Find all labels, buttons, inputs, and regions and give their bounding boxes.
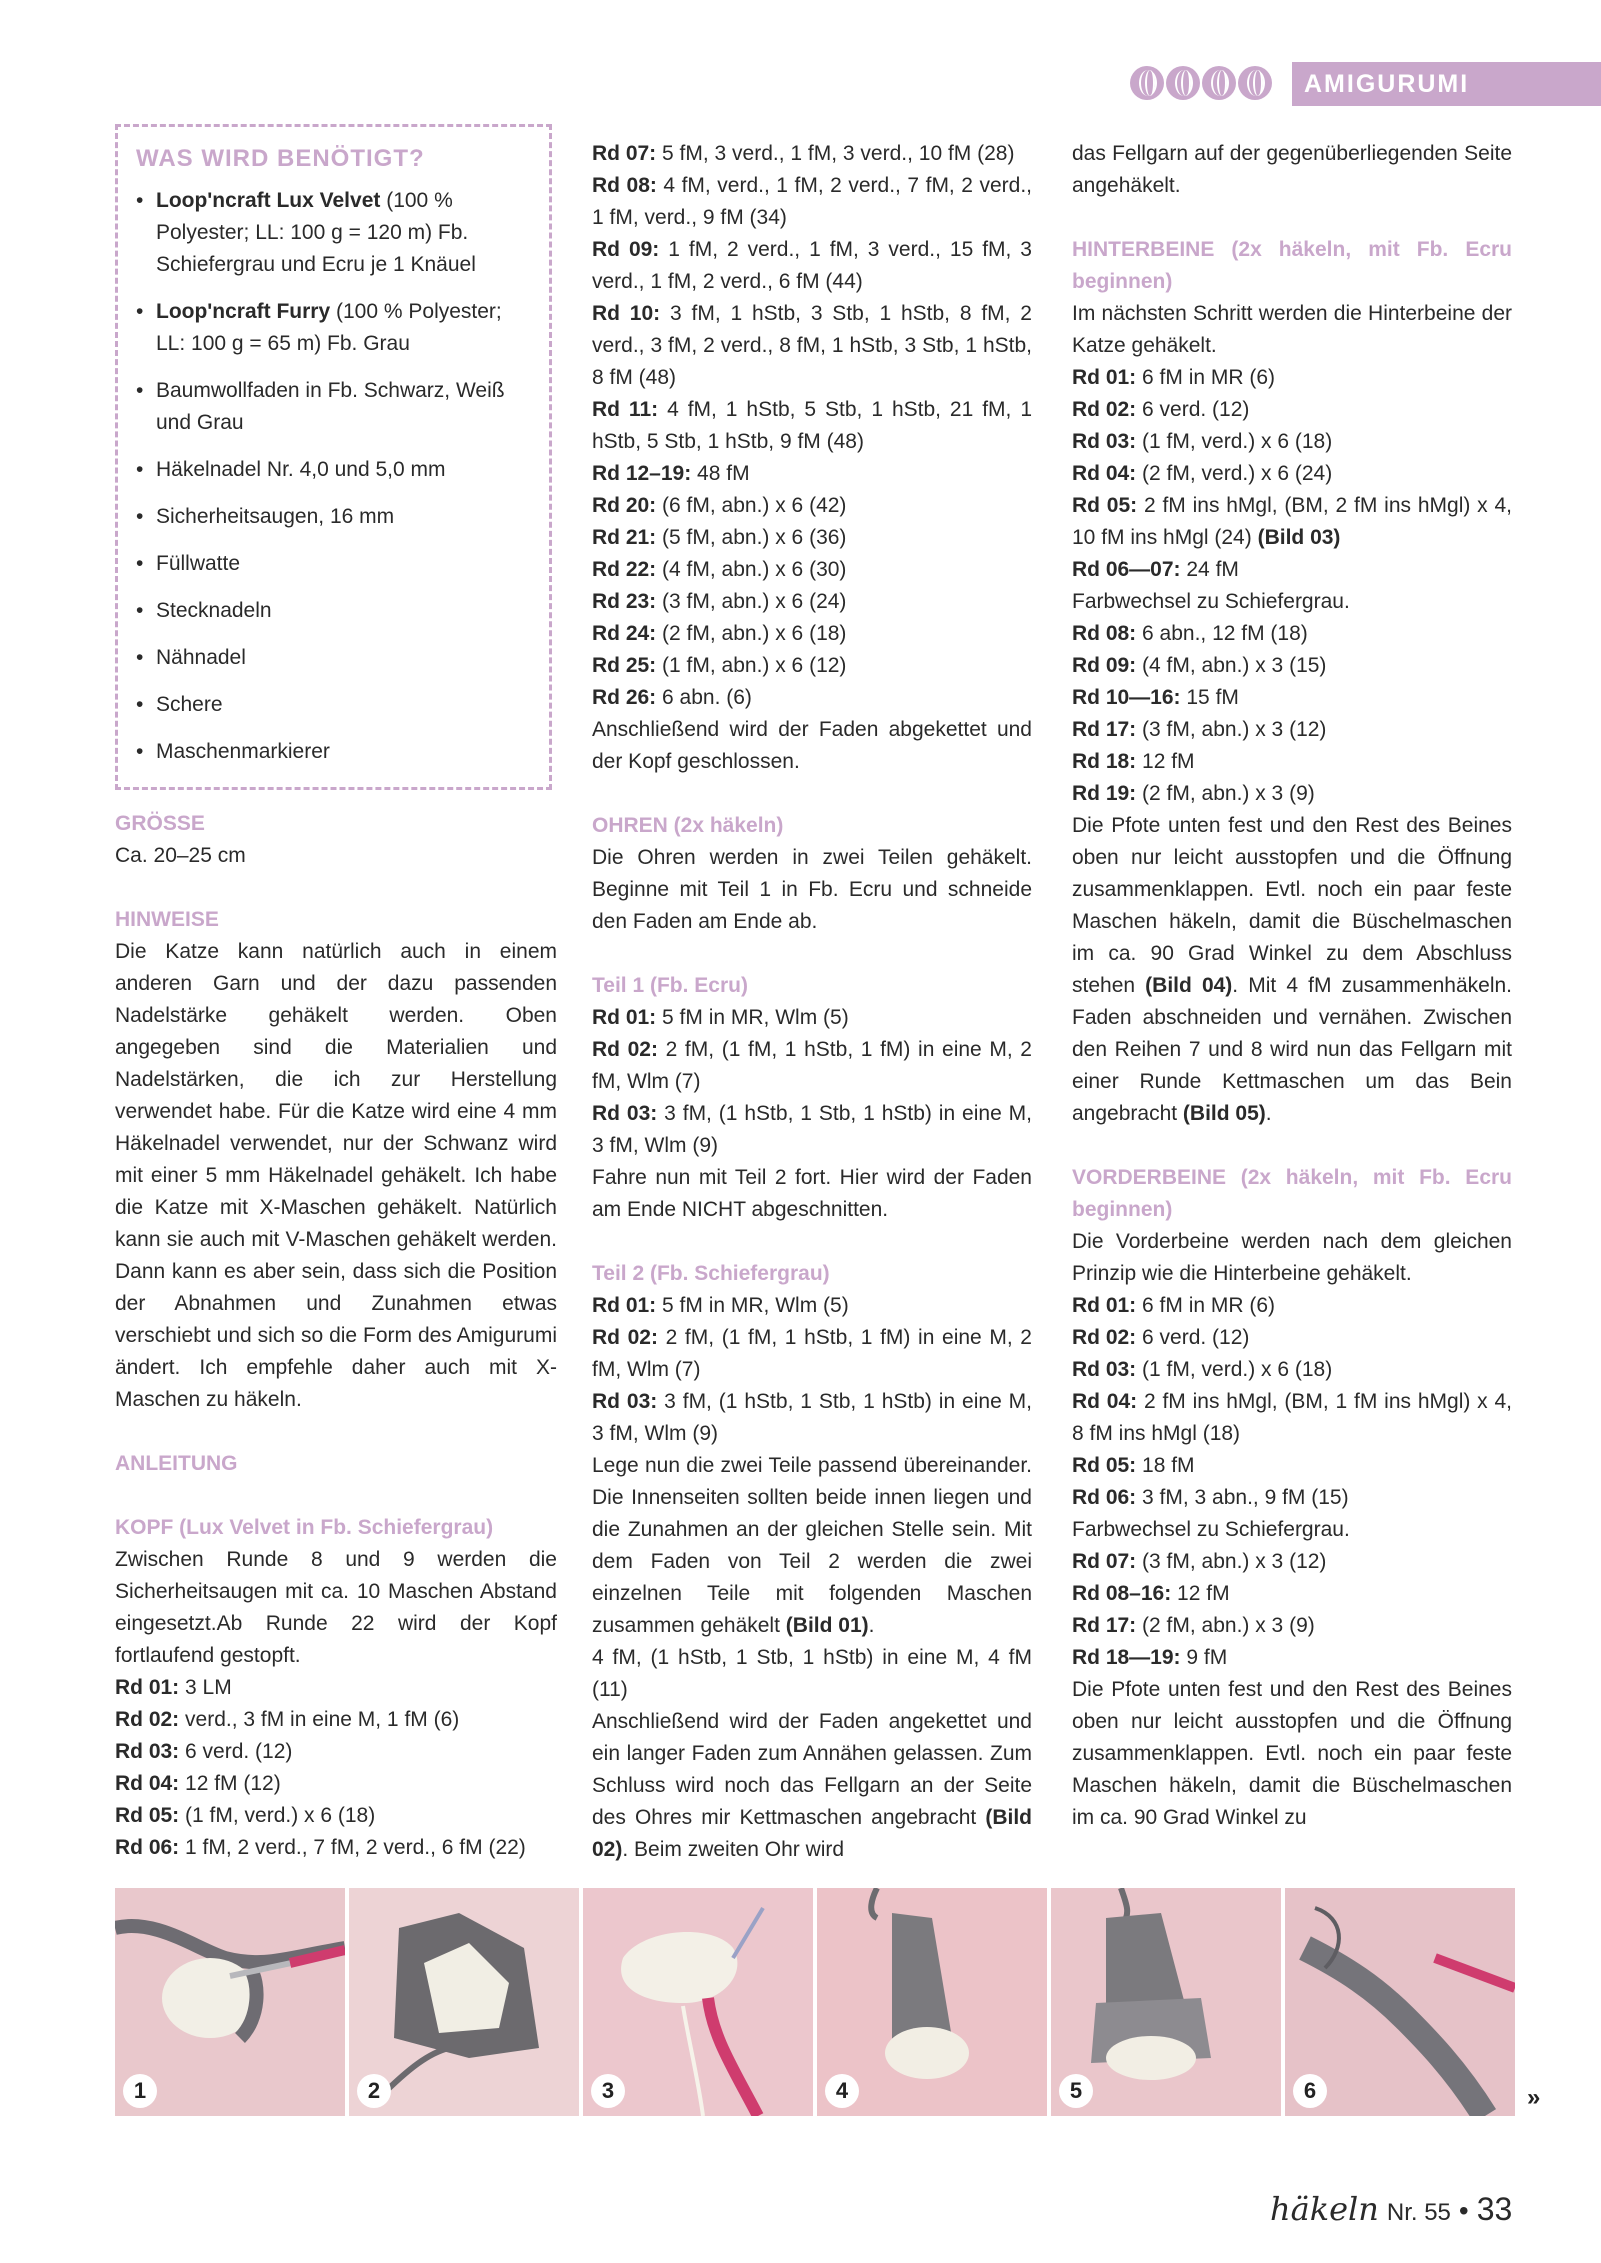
groesse-heading: GRÖSSE [115,812,205,835]
row-instruction: Rd 24: (2 fM, abn.) x 6 (18) [592,622,847,645]
yarn-ball-icon [1238,66,1272,100]
materials-title: WAS WIRD BENÖTIGT? [136,145,425,172]
row-instruction: Rd 03: 3 fM, (1 hStb, 1 Stb, 1 hStb) in eine M, 3 fM, Wlm (9) [592,1102,1032,1157]
vorderbeine-heading: VORDERBEINE (2x häkeln, mit Fb. Ecru beginnen) [1072,1166,1512,1221]
yarn-ball-icon [1166,66,1200,100]
kopf-heading: KOPF (Lux Velvet in Fb. Schiefergrau) [115,1516,494,1539]
row-instruction: Rd 17: (2 fM, abn.) x 3 (9) [1072,1614,1315,1637]
step-photo-1 [115,1888,345,2116]
row-instruction: Rd 18—19: 9 fM [1072,1646,1228,1669]
row-instruction: Rd 01: 6 fM in MR (6) [1072,366,1276,389]
continue-arrow: » [1527,2084,1541,2111]
row-instruction: Rd 17: (3 fM, abn.) x 3 (12) [1072,718,1327,741]
pfote-text-end: Die Pfote unten fest und den Rest des Beines oben nur leicht ausstopfen und die Öffnung zusammenklappen. Evtl. noch ein paar feste Maschen häkeln, damit die Büschelmaschen im ca. 90 Grad Winkel zu [1072,1678,1512,1829]
row-instruction: Rd 06: 1 fM, 2 verd., 7 fM, 2 verd., 6 fM (22) [115,1836,526,1859]
row-instruction: Rd 03: 6 verd. (12) [115,1740,293,1763]
row-instruction: Rd 22: (4 fM, abn.) x 6 (30) [592,558,847,581]
vorderbeine-text: Die Vorderbeine werden nach dem gleichen Prinzip wie die Hinterbeine gehäkelt. [1072,1230,1512,1285]
row-instruction: Rd 07: (3 fM, abn.) x 3 (12) [1072,1550,1327,1573]
row-instruction: Rd 02: 6 verd. (12) [1072,1326,1250,1349]
list-item: • Schere [136,689,533,721]
row-instruction: Rd 11: 4 fM, 1 hStb, 5 Stb, 1 hStb, 21 fM, 1 hStb, 5 Stb, 1 hStb, 9 fM (48) [592,398,1032,453]
row-instruction: Rd 10—16: 15 fM [1072,686,1239,709]
row-instruction: Rd 09: (4 fM, abn.) x 3 (15) [1072,654,1327,677]
row-instruction: Rd 02: verd., 3 fM in eine M, 1 fM (6) [115,1708,460,1731]
step-photo-4 [817,1888,1047,2116]
list-item: • Füllwatte [136,548,533,580]
row-instruction: Rd 18: 12 fM [1072,750,1195,773]
row-instruction: Rd 04: 12 fM (12) [115,1772,281,1795]
kopf-closing: Anschließend wird der Faden abgekettet und der Kopf geschlossen. [592,718,1032,773]
photo-number: 2 [357,2074,391,2108]
list-item: • Loop'ncraft Lux Velvet (100 % Polyester; LL: 100 g = 120 m) Fb. Schiefergrau und Ecru je 1 Knäuel [136,185,533,281]
row-instruction: Rd 01: 3 LM [115,1676,232,1699]
yarn-ball-icon [1202,66,1236,100]
section-header [1130,62,1601,106]
row-instruction: Rd 06: 3 fM, 3 abn., 9 fM (15) [1072,1486,1349,1509]
teil2-end: Anschließend wird der Faden angekettet und ein langer Faden zum Annähen gelassen. Zum Schluss wird noch das Fellgarn an der Seite des Ohres mir Kettmaschen angebracht (Bild 02). Beim zweiten Ohr wird [592,1710,1032,1861]
ohren-continued: das Fellgarn auf der gegenüberliegenden Seite angehäkelt. [1072,142,1512,197]
list-item: • Nähnadel [136,642,533,674]
list-item: • Sicherheitsaugen, 16 mm [136,501,533,533]
teil2-maschen: 4 fM, (1 hStb, 1 Stb, 1 hStb) in eine M, 4 fM (11) [592,1646,1032,1701]
page-footer [1270,2190,1512,2228]
row-instruction: Rd 23: (3 fM, abn.) x 6 (24) [592,590,847,613]
row-instruction: Rd 03: 3 fM, (1 hStb, 1 Stb, 1 hStb) in eine M, 3 fM, Wlm (9) [592,1390,1032,1445]
step-photo-5 [1051,1888,1281,2116]
list-item: • Maschenmarkierer [136,736,533,768]
hinterbeine-heading: HINTERBEINE (2x häkeln, mit Fb. Ecru beginnen) [1072,238,1512,293]
step-photo-3 [583,1888,813,2116]
row-instruction: Rd 01: 6 fM in MR (6) [1072,1294,1276,1317]
row-instruction: Rd 02: 2 fM, (1 fM, 1 hStb, 1 fM) in eine M, 2 fM, Wlm (7) [592,1038,1032,1093]
footer-separator: • [1458,2195,1469,2226]
row-instruction: Rd 05: (1 fM, verd.) x 6 (18) [115,1804,376,1827]
row-instruction: Rd 10: 3 fM, 1 hStb, 3 Stb, 1 hStb, 8 fM, 2 verd., 3 fM, 2 verd., 8 fM, 1 hStb, 3 Stb, 1 hStb, 8 fM (48) [592,302,1032,389]
photo-number: 4 [825,2074,859,2108]
list-item: • Baumwollfaden in Fb. Schwarz, Weiß und Grau [136,375,533,439]
page-number: 33 [1476,2191,1513,2227]
row-instruction: Rd 01: 5 fM in MR, Wlm (5) [592,1006,849,1029]
step-photo-6 [1285,1888,1515,2116]
photo-number: 6 [1293,2074,1327,2108]
list-item: • Loop'ncraft Furry (100 % Polyester; LL: 100 g = 65 m) Fb. Grau [136,296,533,360]
hinweise-text: Die Katze kann natürlich auch in einem anderen Garn und der dazu passenden Nadelstärke gehäkelt werden. Oben angegeben sind die Materialien und Nadelstärken, die ich zur Herstellung verwendet habe. Für die Katze wird eine 4 mm Häkelnadel verwendet, nur der Schwanz wird mit einer 5 mm Häkelnadel gehäkelt. Ich habe die Katze mit X-Maschen gehäkelt. Natürlich kann sie auch mit V-Maschen gehäkelt werden. Dann kann es aber sein, dass sich die Position der Abnahmen und Zunahmen etwas verschiebt und sich so die Form des Amigurumi ändert. Ich empfehle daher auch mit X-Maschen zu häkeln. [115,940,557,1411]
column-2 [592,138,1032,1866]
row-instruction: Rd 06—07: 24 fM [1072,558,1239,581]
row-instruction: Rd 08: 4 fM, verd., 1 fM, 2 verd., 7 fM, 2 verd., 1 fM, verd., 9 fM (34) [592,174,1033,229]
list-item: • Häkelnadel Nr. 4,0 und 5,0 mm [136,454,533,486]
row-instruction: Rd 03: (1 fM, verd.) x 6 (18) [1072,430,1333,453]
hinterbeine-text: Im nächsten Schritt werden die Hinterbeine der Katze gehäkelt. [1072,302,1512,357]
row-instruction: Rd 02: 2 fM, (1 fM, 1 hStb, 1 fM) in eine M, 2 fM, Wlm (7) [592,1326,1032,1381]
materials-box [115,124,552,790]
row-instruction: Rd 09: 1 fM, 2 verd., 1 fM, 3 verd., 15 fM, 3 verd., 1 fM, 2 verd., 6 fM (44) [592,238,1032,293]
color-change: Farbwechsel zu Schiefergrau. [1072,590,1350,613]
row-instruction: Rd 04: (2 fM, verd.) x 6 (24) [1072,462,1333,485]
row-instruction: Rd 03: (1 fM, verd.) x 6 (18) [1072,1358,1333,1381]
teil1-heading: Teil 1 (Fb. Ecru) [592,974,748,997]
list-item: • Stecknadeln [136,595,533,627]
row-instruction: Rd 21: (5 fM, abn.) x 6 (36) [592,526,847,549]
kopf-text: Zwischen Runde 8 und 9 werden die Sicherheitsaugen mit ca. 10 Maschen Abstand eingesetzt.Ab Runde 22 wird der Kopf fortlaufend gestopft. [115,1548,557,1667]
step-photo-2 [349,1888,579,2116]
column-1 [115,808,557,1864]
materials-list [136,185,533,768]
yarn-icons [1130,66,1272,100]
row-instruction: Rd 01: 5 fM in MR, Wlm (5) [592,1294,849,1317]
column-3 [1072,138,1512,1834]
photo-number: 3 [591,2074,625,2108]
row-instruction: Rd 12–19: 48 fM [592,462,750,485]
row-instruction: Rd 08: 6 abn., 12 fM (18) [1072,622,1308,645]
row-instruction: Rd 08–16: 12 fM [1072,1582,1230,1605]
teil2-heading: Teil 2 (Fb. Schiefergrau) [592,1262,830,1285]
row-instruction: Rd 02: 6 verd. (12) [1072,398,1250,421]
ohren-text: Die Ohren werden in zwei Teilen gehäkelt. Beginne mit Teil 1 in Fb. Ecru und schneide den Faden am Ende ab. [592,846,1032,933]
issue-number: Nr. 55 [1386,2199,1451,2226]
anleitung-heading: ANLEITUNG [115,1452,238,1475]
ohren-heading: OHREN (2x häkeln) [592,814,784,837]
row-instruction: Rd 05: 18 fM [1072,1454,1195,1477]
photo-strip [115,1888,1515,2116]
yarn-ball-icon [1130,66,1164,100]
teil2-assembly: Lege nun die zwei Teile passend übereinander. Die Innenseiten sollten beide innen liegen und die Zunahmen an der gleichen Stelle sein. Mit dem Faden von Teil 2 werden die zwei einzelnen Teile mit folgenden Maschen zusammen gehäkelt (Bild 01). [592,1454,1032,1637]
row-instruction: Rd 19: (2 fM, abn.) x 3 (9) [1072,782,1315,805]
row-instruction: Rd 07: 5 fM, 3 verd., 1 fM, 3 verd., 10 fM (28) [592,142,1015,165]
magazine-brand: häkeln [1270,2190,1379,2228]
teil1-after: Fahre nun mit Teil 2 fort. Hier wird der Faden am Ende NICHT abgeschnitten. [592,1166,1032,1221]
photo-number: 1 [123,2074,157,2108]
row-instruction: Rd 20: (6 fM, abn.) x 6 (42) [592,494,847,517]
row-instruction: Rd 05: 2 fM ins hMgl, (BM, 2 fM ins hMgl) x 4, 10 fM ins hMgl (24) (Bild 03) [1072,494,1512,549]
section-label: AMIGURUMI [1292,62,1601,106]
groesse-text: Ca. 20–25 cm [115,844,246,867]
pfote-text: Die Pfote unten fest und den Rest des Beines oben nur leicht ausstopfen und die Öffnung zusammenklappen. Evtl. noch ein paar feste Maschen häkeln, damit die Büschelmaschen im ca. 90 Grad Winkel zu dem Abschluss stehen (Bild 04). Mit 4 fM zusammenhäkeln. Faden abschneiden und vernähen. Zwischen den Reihen 7 und 8 wird nun das Fellgarn mit einer Runde Kettmaschen um das Bein angebracht (Bild 05). [1072,814,1513,1125]
color-change: Farbwechsel zu Schiefergrau. [1072,1518,1350,1541]
hinweise-heading: HINWEISE [115,908,219,931]
row-instruction: Rd 04: 2 fM ins hMgl, (BM, 1 fM ins hMgl) x 4, 8 fM ins hMgl (18) [1072,1390,1512,1445]
row-instruction: Rd 26: 6 abn. (6) [592,686,752,709]
photo-number: 5 [1059,2074,1093,2108]
row-instruction: Rd 25: (1 fM, abn.) x 6 (12) [592,654,847,677]
